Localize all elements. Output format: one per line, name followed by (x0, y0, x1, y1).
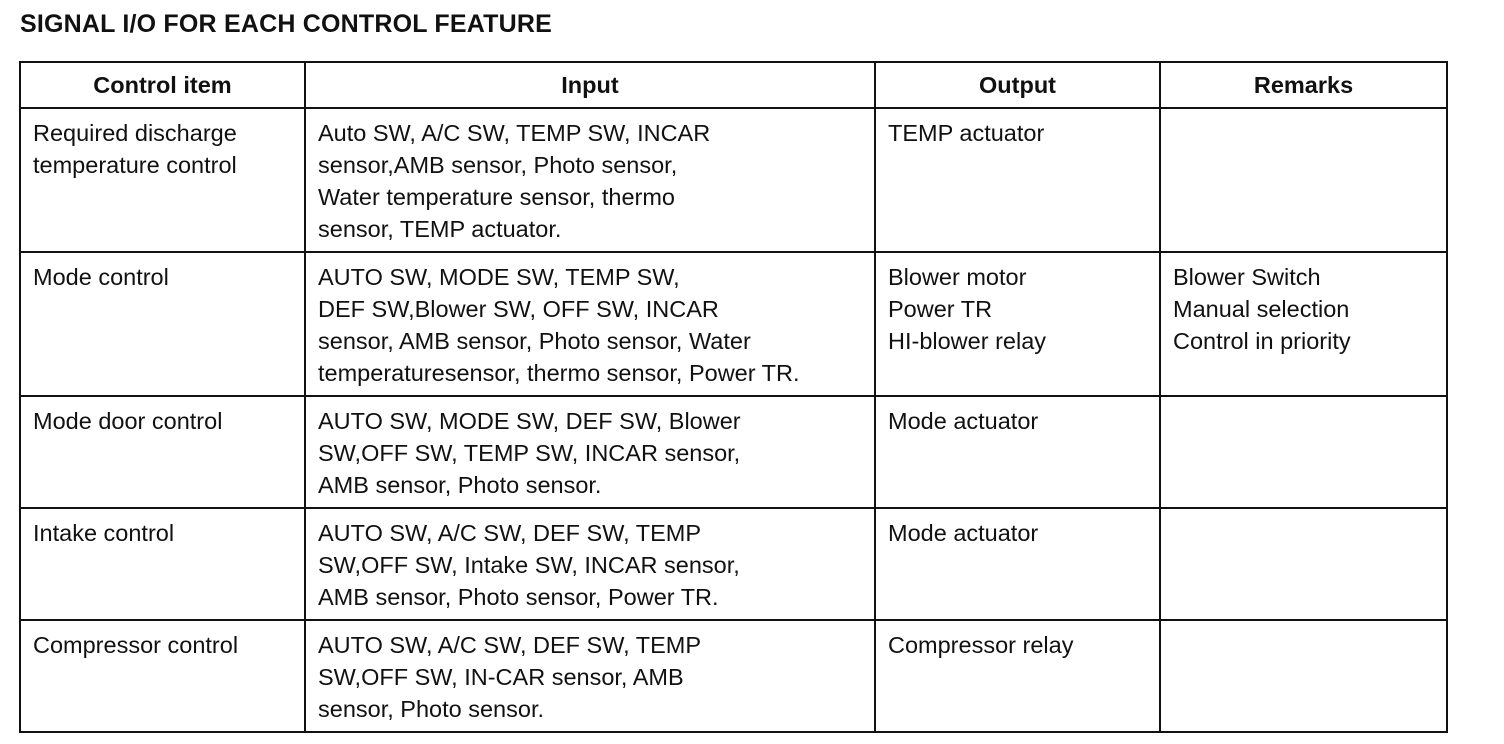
remarks-cell (1160, 108, 1447, 252)
table-header-row (20, 62, 1447, 108)
table-row (20, 108, 1447, 252)
output-cell: Compressor relay (875, 620, 1160, 732)
input-cell: AUTO SW, A/C SW, DEF SW, TEMP SW,OFF SW, IN-CAR sensor, AMB sensor, Photo sensor. (305, 620, 875, 732)
page-title: SIGNAL I/O FOR EACH CONTROL FEATURE (20, 10, 553, 38)
output-cell: Mode actuator (875, 396, 1160, 508)
remarks-cell (1160, 508, 1447, 620)
remarks-cell (1160, 396, 1447, 508)
input-cell: AUTO SW, MODE SW, DEF SW, Blower SW,OFF SW, TEMP SW, INCAR sensor, AMB sensor, Photo sensor. (305, 396, 875, 508)
signal-io-table (19, 61, 1448, 733)
output-cell: TEMP actuator (875, 108, 1160, 252)
header-remarks: Remarks (1160, 62, 1447, 108)
table-row (20, 508, 1447, 620)
input-cell: Auto SW, A/C SW, TEMP SW, INCAR sensor,AMB sensor, Photo sensor, Water temperature sensor, thermo sensor, TEMP actuator. (305, 108, 875, 252)
output-cell: Mode actuator (875, 508, 1160, 620)
output-cell: Blower motor Power TR HI-blower relay (875, 252, 1160, 396)
control-item-cell: Intake control (20, 508, 305, 620)
remarks-cell (1160, 620, 1447, 732)
control-item-cell: Mode door control (20, 396, 305, 508)
header-control-item: Control item (20, 62, 305, 108)
header-output: Output (875, 62, 1160, 108)
table-row (20, 252, 1447, 396)
input-cell: AUTO SW, A/C SW, DEF SW, TEMP SW,OFF SW, Intake SW, INCAR sensor, AMB sensor, Photo sensor, Power TR. (305, 508, 875, 620)
remarks-cell: Blower Switch Manual selection Control in priority (1160, 252, 1447, 396)
control-item-cell: Required discharge temperature control (20, 108, 305, 252)
control-item-cell: Mode control (20, 252, 305, 396)
table-row (20, 620, 1447, 732)
table-row (20, 396, 1447, 508)
input-cell: AUTO SW, MODE SW, TEMP SW, DEF SW,Blower SW, OFF SW, INCAR sensor, AMB sensor, Photo sensor, Water temperaturesensor, thermo sensor, Power TR. (305, 252, 875, 396)
header-input: Input (305, 62, 875, 108)
control-item-cell: Compressor control (20, 620, 305, 732)
